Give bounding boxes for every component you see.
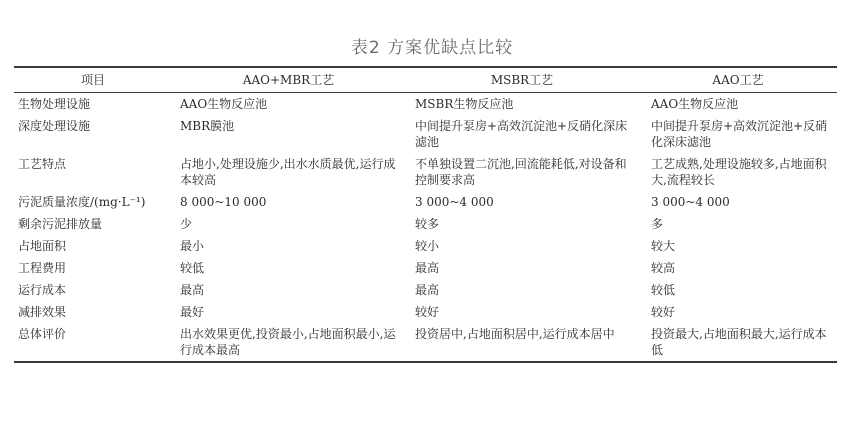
table-cell: AAO生物反应池	[651, 97, 739, 111]
table-cell: MSBR生物反应池	[415, 97, 514, 111]
comparison-table	[14, 66, 837, 363]
row-label: 生物处理设施	[18, 97, 91, 111]
table-cell: 少	[180, 217, 193, 231]
table-cell: 占地小,处理设施少,出水水质最优,运行成本较高	[180, 157, 396, 187]
table-cell: 投资最大,占地面积最大,运行成本低	[651, 327, 827, 357]
table-cell: 投资居中,占地面积居中,运行成本居中	[415, 327, 615, 341]
table-caption: 表2 方案优缺点比较	[350, 38, 514, 58]
table-row	[14, 323, 837, 362]
row-label: 减排效果	[18, 305, 67, 319]
row-label: 运行成本	[18, 283, 67, 297]
table-cell: 工艺成熟,处理设施较多,占地面积大,流程较长	[651, 157, 827, 187]
table-row	[14, 279, 837, 301]
table-header-row	[14, 67, 837, 93]
table-cell: 最高	[415, 283, 440, 297]
table-cell: 最高	[415, 261, 440, 275]
table-row	[14, 93, 837, 116]
table-row	[14, 153, 837, 191]
table-cell: 3 000~4 000	[651, 195, 730, 209]
table-cell: 3 000~4 000	[415, 195, 494, 209]
table-cell: 中间提升泵房+高效沉淀池+反硝化深床滤池	[651, 119, 828, 149]
column-header-msbr: MSBR工艺	[490, 73, 554, 87]
table-cell: 最高	[180, 283, 205, 297]
table-cell: 较低	[180, 261, 205, 275]
table-cell: 较大	[651, 239, 676, 253]
row-label: 占地面积	[18, 239, 67, 253]
table-row	[14, 191, 837, 213]
table-cell: 最好	[180, 305, 205, 319]
row-label: 工程费用	[18, 261, 67, 275]
table-cell: 较好	[415, 305, 440, 319]
table-cell: AAO生物反应池	[180, 97, 268, 111]
table-cell: 中间提升泵房+高效沉淀池+反硝化深床滤池	[415, 119, 628, 149]
table-row	[14, 301, 837, 323]
row-label: 工艺特点	[18, 157, 67, 171]
table-cell: 较小	[415, 239, 440, 253]
table-cell: 较多	[415, 217, 440, 231]
table-cell: 多	[651, 217, 664, 231]
column-header-aao-mbr: AAO+MBR工艺	[242, 73, 335, 87]
table-row	[14, 115, 837, 153]
table-cell: 最小	[180, 239, 205, 253]
column-header-aao: AAO工艺	[712, 73, 764, 87]
column-header-item: 项目	[80, 73, 105, 87]
row-label: 污泥质量浓度/(mg·L⁻¹)	[18, 195, 146, 209]
row-label: 剩余污泥排放量	[18, 217, 103, 231]
table-cell: 出水效果更优,投资最小,占地面积最小,运行成本最高	[180, 327, 396, 357]
table-row	[14, 235, 837, 257]
table-cell: 较高	[651, 261, 676, 275]
table-cell: 不单独设置二沉池,回流能耗低,对设备和控制要求高	[415, 157, 627, 187]
row-label: 深度处理设施	[18, 119, 91, 133]
row-label: 总体评价	[18, 327, 67, 341]
table-row	[14, 257, 837, 279]
table-cell: 8 000~10 000	[180, 195, 267, 209]
table-cell: 较低	[651, 283, 676, 297]
table-cell: MBR膜池	[180, 119, 235, 133]
table-cell: 较好	[651, 305, 676, 319]
table-row	[14, 213, 837, 235]
